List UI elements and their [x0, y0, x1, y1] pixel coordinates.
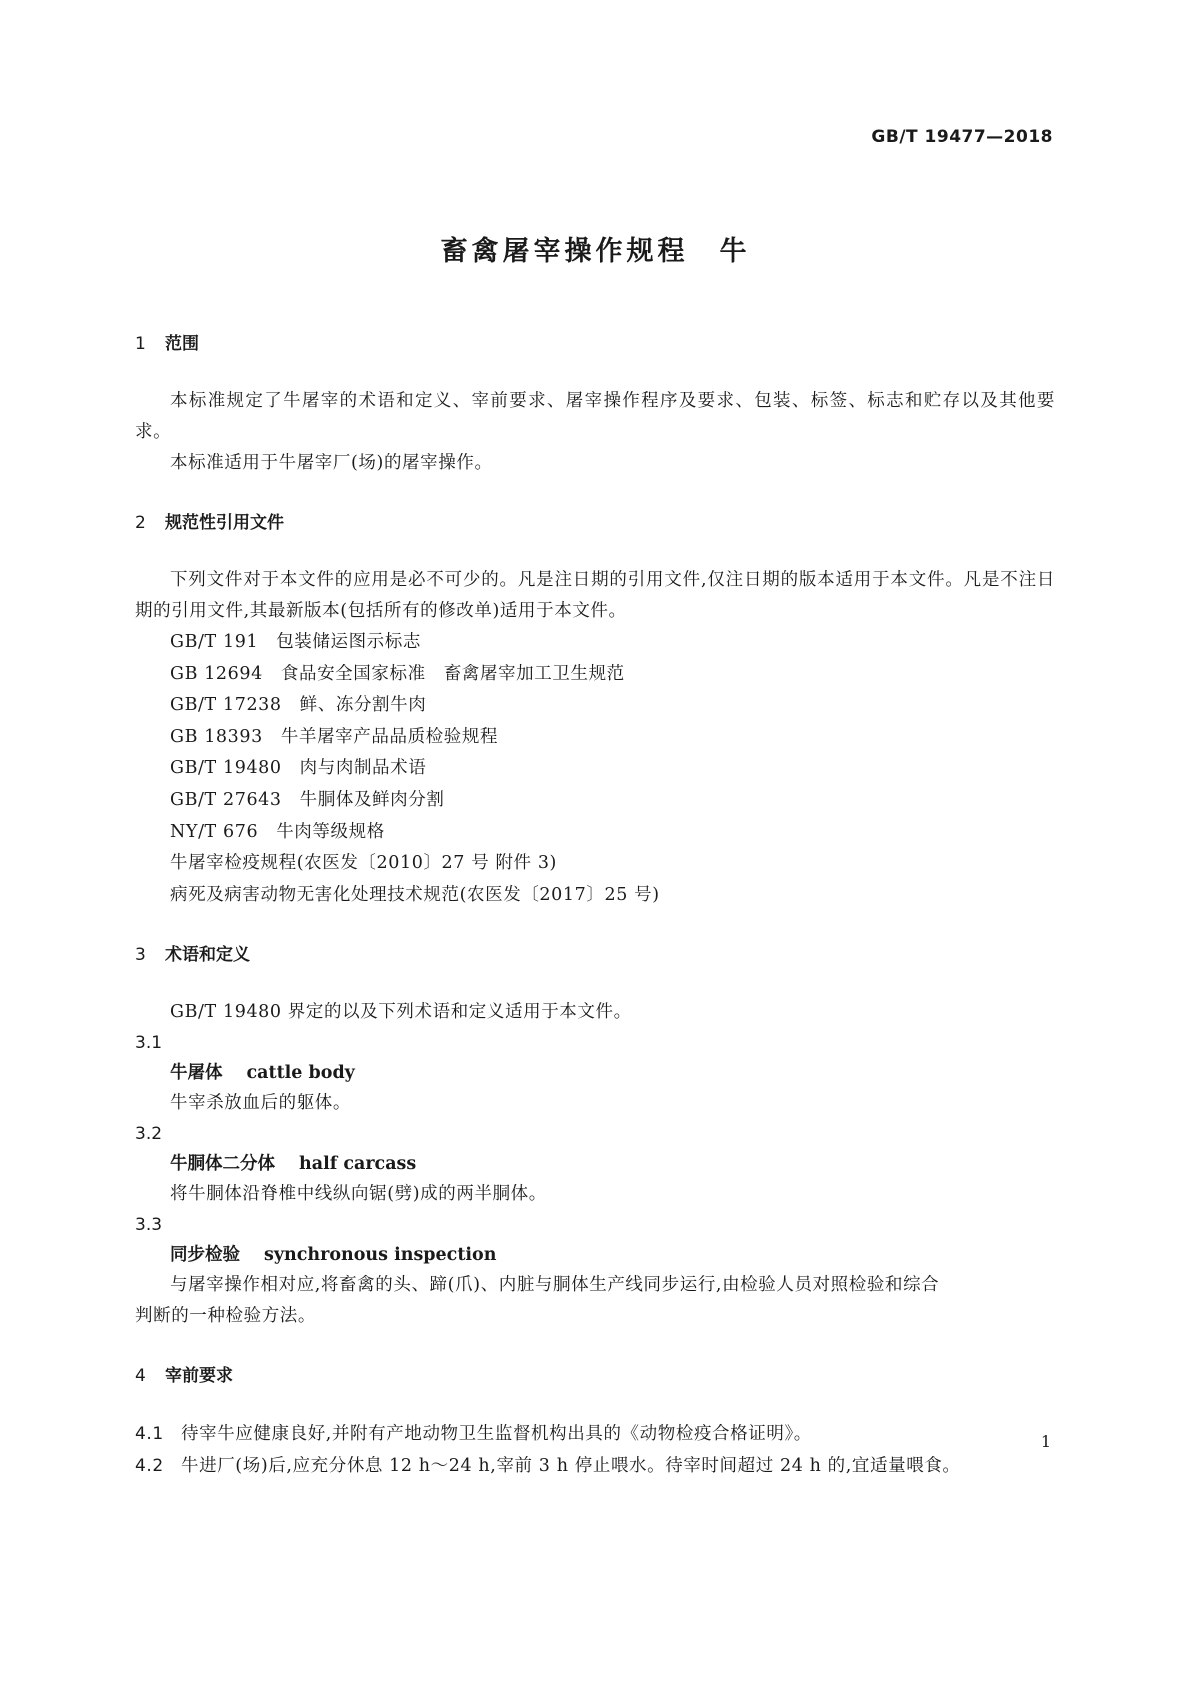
term-name-zh: 同步检验 [170, 1245, 240, 1266]
term-name [135, 1058, 1055, 1088]
section-number: 2 [135, 513, 146, 533]
paragraph: GB/T 19480 界定的以及下列术语和定义适用于本文件。 [170, 1002, 632, 1023]
reference-name: 肉与肉制品术语 [299, 758, 427, 779]
clause-text: 牛进厂(场)后,应充分休息 12 h～24 h,宰前 3 h 停止喂水。待宰时间超过 24 h 的,宜适量喂食。 [181, 1456, 961, 1477]
reference-item [135, 753, 1055, 785]
reference-item [135, 880, 1055, 912]
term-name-en: synchronous inspection [264, 1245, 497, 1266]
reference-code: GB 18393 [170, 726, 263, 747]
reference-code: GB/T 191 [170, 632, 259, 652]
term-entry [135, 1028, 1055, 1119]
section-title: 规范性引用文件 [165, 513, 284, 533]
reference-name: 食品安全国家标准 畜禽屠宰加工卫生规范 [280, 663, 625, 684]
reference-name: 牛屠宰检疫规程(农医发〔2010〕27 号 附件 3) [170, 853, 557, 874]
reference-code: GB/T 27643 [170, 789, 282, 810]
term-name [135, 1149, 1055, 1179]
page-number: 1 [1040, 1432, 1051, 1451]
document-title: 畜禽屠宰操作规程 牛 [440, 236, 751, 267]
reference-item [135, 848, 1055, 880]
term-definition-continued: 判断的一种检验方法。 [135, 1306, 316, 1327]
reference-item [135, 690, 1055, 722]
reference-code: GB/T 19480 [170, 758, 282, 779]
section-number: 3 [135, 945, 146, 966]
section-heading-terms-definitions [135, 941, 1055, 969]
reference-code: NY/T 676 [170, 821, 259, 842]
reference-list [135, 627, 1055, 911]
paragraph: 下列文件对于本文件的应用是必不可少的。凡是注日期的引用文件,仅注日期的版本适用于本文件。凡是不注日期的引用文件,其最新版本(包括所有的修改单)适用于本文件。 [135, 570, 1055, 621]
reference-item [135, 722, 1055, 754]
section-title: 宰前要求 [165, 1366, 233, 1387]
clause-number: 4.2 [135, 1456, 164, 1477]
reference-item [135, 627, 1055, 659]
reference-item [135, 817, 1055, 849]
section-title: 术语和定义 [165, 945, 250, 966]
section-title: 范围 [165, 334, 199, 354]
reference-code: GB/T 17238 [170, 695, 282, 716]
standard-code: GB/T 19477—2018 [871, 127, 1053, 147]
clause [135, 1418, 1055, 1450]
reference-name: 病死及病害动物无害化处理技术规范(农医发〔2017〕25 号) [170, 884, 660, 905]
section-heading-normative-references [135, 509, 1055, 537]
reference-name: 牛羊屠宰产品品质检验规程 [280, 726, 499, 747]
clause-text: 待宰牛应健康良好,并附有产地动物卫生监督机构出具的《动物检疫合格证明》。 [181, 1424, 812, 1445]
term-name-zh: 牛屠体 [170, 1063, 223, 1084]
reference-item [135, 659, 1055, 691]
term-name [135, 1240, 1055, 1270]
clause-number: 4.1 [135, 1424, 164, 1445]
term-definition: 与屠宰操作相对应,将畜禽的头、蹄(爪)、内脏与胴体生产线同步运行,由检验人员对照检验和综合 [170, 1275, 940, 1296]
reference-name: 牛胴体及鲜肉分割 [299, 789, 445, 810]
term-entry [135, 1210, 1055, 1332]
term-number: 3.2 [135, 1124, 163, 1145]
reference-name: 牛肉等级规格 [276, 821, 385, 842]
term-definition: 将牛胴体沿脊椎中线纵向锯(劈)成的两半胴体。 [170, 1184, 547, 1205]
clause [135, 1450, 1055, 1482]
term-number: 3.1 [135, 1033, 163, 1054]
term-entry [135, 1119, 1055, 1210]
term-name-zh: 牛胴体二分体 [170, 1154, 275, 1175]
term-number: 3.3 [135, 1215, 163, 1236]
reference-name: 包装储运图示标志 [276, 632, 421, 652]
section-heading-pre-slaughter-requirements [135, 1362, 1055, 1390]
document-body [135, 330, 1055, 1482]
paragraph: 本标准规定了牛屠宰的术语和定义、宰前要求、屠宰操作程序及要求、包装、标签、标志和贮存以及其他要求。 [135, 391, 1055, 442]
reference-name: 鲜、冻分割牛肉 [299, 695, 427, 716]
paragraph: 本标准适用于牛屠宰厂(场)的屠宰操作。 [170, 453, 493, 473]
section-number: 4 [135, 1366, 146, 1387]
section-heading-scope [135, 330, 1055, 358]
term-definition: 牛宰杀放血后的躯体。 [170, 1093, 351, 1114]
reference-item [135, 785, 1055, 817]
term-name-en: cattle body [246, 1063, 355, 1084]
reference-code: GB 12694 [170, 663, 263, 684]
term-name-en: half carcass [299, 1154, 417, 1175]
section-number: 1 [135, 334, 146, 354]
